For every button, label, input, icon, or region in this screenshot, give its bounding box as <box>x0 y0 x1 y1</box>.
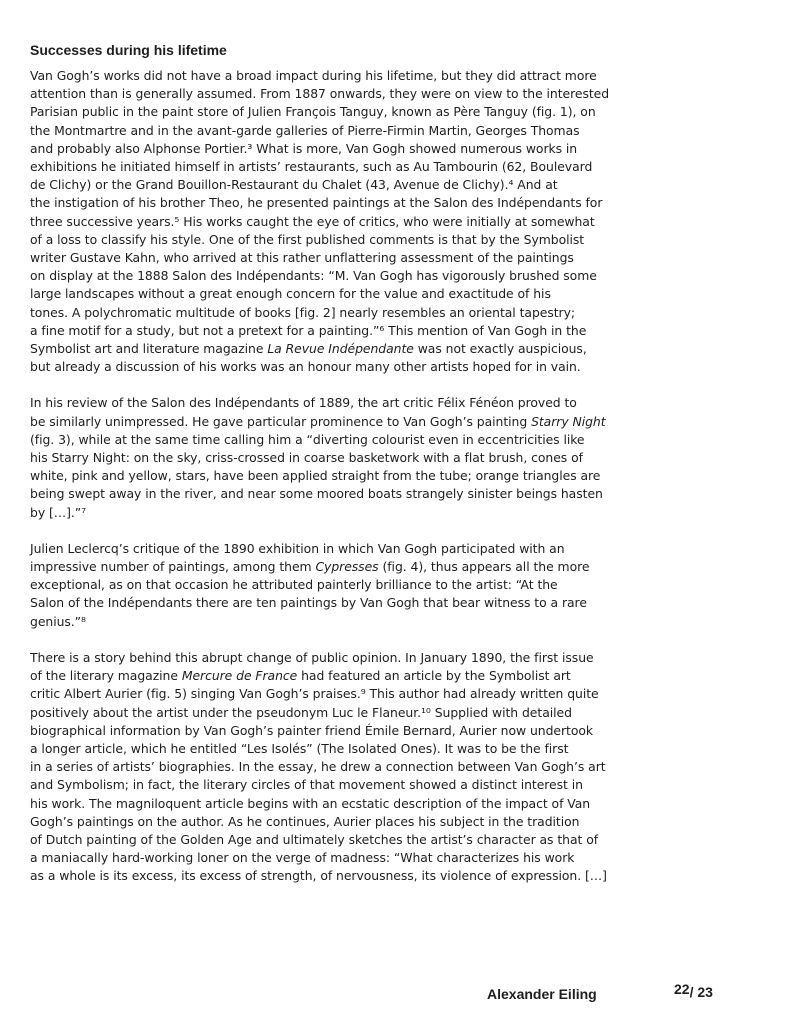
page-number <box>674 981 713 1000</box>
text-line: de Clichy) or the Grand Bouillon-Restaurant du Chalet (43, Avenue de Clichy).⁴ And at <box>30 177 558 193</box>
text-line: positively about the artist under the pseudonym Luc le Flaneur.¹⁰ Supplied with detailed <box>30 704 572 720</box>
painting-title: Starry Night <box>531 413 606 429</box>
text-segment: of the literary magazine <box>30 668 178 684</box>
text-line: There is a story behind this abrupt change of public opinion. In January 1890, the first issue <box>30 649 594 665</box>
text-line <box>30 558 608 576</box>
text-line: on display at the 1888 Salon des Indépendants: “M. Van Gogh has vigorously brushed some <box>30 268 597 284</box>
painting-title: Cypresses <box>315 559 379 575</box>
text-line: large landscapes without a great enough concern for the value and exactitude of his <box>30 286 551 302</box>
text-line: writer Gustave Kahn, who arrived at this rather unflattering assessment of the paintings <box>30 250 574 266</box>
page-total: / 23 <box>689 984 713 1000</box>
text-line: a longer article, which he entitled “Les Isolés” (The Isolated Ones). It was to be the first <box>30 740 569 756</box>
text-line: biographical information by Van Gogh’s painter friend Émile Bernard, Aurier now undertook <box>30 722 594 738</box>
text-line: attention than is generally assumed. From 1887 onwards, they were on view to the interested <box>30 86 610 102</box>
text-line <box>30 413 608 431</box>
text-line: being swept away in the river, and near some moored boats strangely sinister beings hasten <box>30 486 603 502</box>
text-line: and probably also Alphonse Portier.³ What is more, Van Gogh showed numerous works in <box>30 140 578 156</box>
text-line: and Symbolism; in fact, the literary circles of that movement showed a distinct interest in <box>30 777 583 793</box>
text-line: tones. A polychromatic multitude of books [fig. 2] nearly resembles an oriental tapestry; <box>30 304 575 320</box>
text-line <box>30 667 608 685</box>
text-line: Gogh’s paintings on the author. As he continues, Aurier places his subject in the tradition <box>30 813 580 829</box>
text-line: his Starry Night: on the sky, criss-crossed in coarse basketwork with a flat brush, cones of <box>30 450 583 466</box>
text-segment: impressive number of paintings, among them <box>30 559 312 575</box>
text-line: critic Albert Aurier (fig. 5) singing Van Gogh’s praises.⁹ This author had already written quite <box>30 686 599 702</box>
footer-author: Alexander Eiling <box>487 986 597 1002</box>
text-line: Salon of the Indépendants there are ten paintings by Van Gogh that bear witness to a rare <box>30 595 587 611</box>
text-line: of a loss to classify his style. One of the first published comments is that by the Symbolist <box>30 231 585 247</box>
text-line: exceptional, as on that occasion he attributed painterly brilliance to the artist: “At the <box>30 577 558 593</box>
text-segment: Symbolist art and literature magazine <box>30 341 264 357</box>
text-segment: had featured an article by the Symbolist art <box>301 668 571 684</box>
text-line: as a whole is its excess, its excess of strength, of nervousness, its violence of expression. […] <box>30 868 607 884</box>
page-current: 22 <box>674 981 690 997</box>
text-line: genius.”⁸ <box>30 613 86 629</box>
text-line: Van Gogh’s works did not have a broad impact during his lifetime, but they did attract more <box>30 68 597 83</box>
text-line: exhibitions he initiated himself in artists’ restaurants, such as Au Tambourin (62, Boulevard <box>30 159 593 175</box>
text-line: his work. The magniloquent article begins with an ecstatic description of the impact of Van <box>30 795 591 811</box>
text-line <box>30 340 608 358</box>
text-segment: was not exactly auspicious, <box>417 341 587 357</box>
text-line: a fine motif for a study, but not a pretext for a painting.”⁶ This mention of Van Gogh in the <box>30 322 587 338</box>
text-line: the Montmartre and in the avant-garde galleries of Pierre-Firmin Martin, Georges Thomas <box>30 122 580 138</box>
section-title: Successes during his lifetime <box>30 42 227 58</box>
text-line: by […].”⁷ <box>30 504 87 520</box>
text-line: but already a discussion of his works was an honour many other artists hoped for in vain. <box>30 359 581 375</box>
text-segment: be similarly unimpressed. He gave particular prominence to Van Gogh’s painting <box>30 413 528 429</box>
text-line: the instigation of his brother Theo, he presented paintings at the Salon des Indépendants for <box>30 195 603 211</box>
paragraph-4 <box>30 649 608 886</box>
paragraph-3 <box>30 540 608 631</box>
text-line: Julien Leclercq’s critique of the 1890 exhibition in which Van Gogh participated with an <box>30 540 565 556</box>
paragraph-1 <box>30 67 608 376</box>
text-line: a maniacally hard-working loner on the verge of madness: “What characterizes his work <box>30 850 575 866</box>
magazine-title: La Revue Indépendante <box>267 341 414 357</box>
text-line: three successive years.⁵ His works caught the eye of critics, who were initially at somewhat <box>30 213 595 229</box>
text-line: In his review of the Salon des Indépendants of 1889, the art critic Félix Fénéon proved to <box>30 395 577 411</box>
paragraph-2 <box>30 394 608 521</box>
text-line: (fig. 3), while at the same time calling him a “diverting colourist even in eccentricities like <box>30 431 585 447</box>
magazine-title: Mercure de France <box>181 668 298 684</box>
text-line: Parisian public in the paint store of Julien François Tanguy, known as Père Tanguy (fig. 1), on <box>30 104 596 120</box>
text-line: in a series of artists’ biographies. In the essay, he drew a connection between Van Gogh’s art <box>30 759 606 775</box>
text-line: white, pink and yellow, stars, have been applied straight from the tube; orange triangles are <box>30 468 601 484</box>
article-body <box>30 40 608 904</box>
text-segment: (fig. 4), thus appears all the more <box>382 559 590 575</box>
text-line: of Dutch painting of the Golden Age and ultimately sketches the artist’s character as that of <box>30 831 599 847</box>
